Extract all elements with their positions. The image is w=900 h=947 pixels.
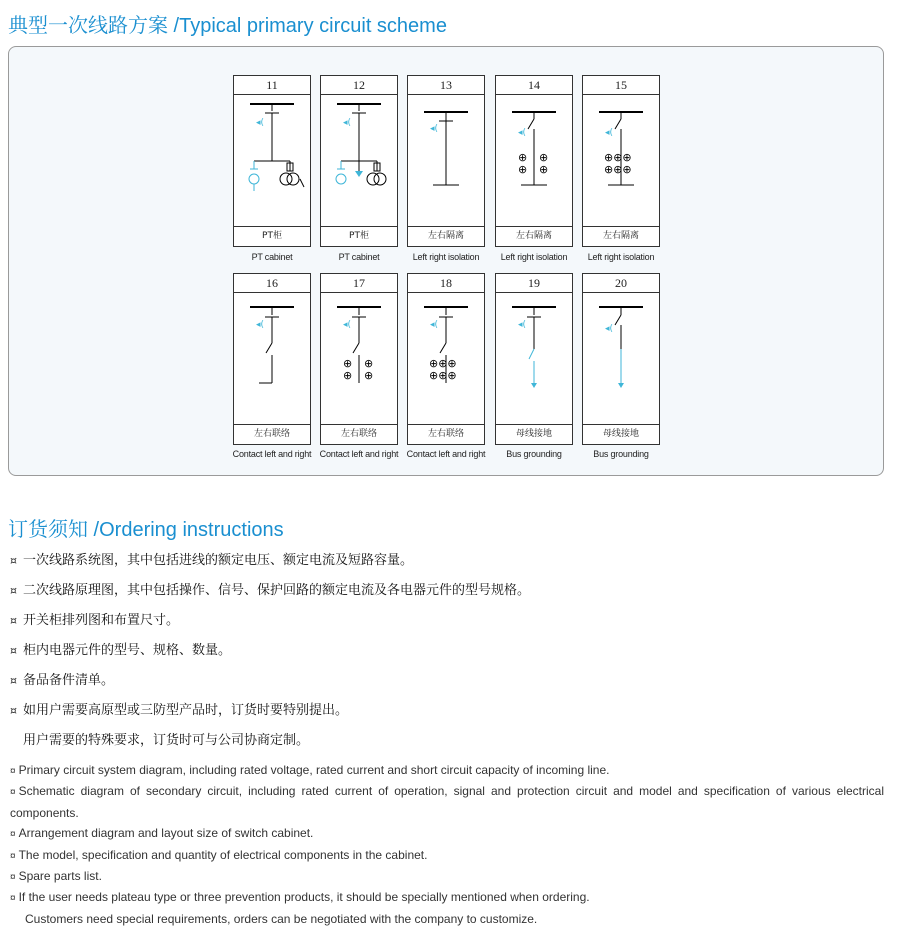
ordering-item-en: ¤ Schematic diagram of secondary circuit, including rated current of operation, signal and protection circuit and model and specification of various electrical components. bbox=[10, 784, 884, 820]
scheme-en-label: Bus grounding bbox=[593, 449, 649, 459]
scheme-cell-14 bbox=[495, 75, 573, 247]
scheme-cn-label: 左右隔离 bbox=[408, 226, 484, 246]
scheme-en-label: Contact left and right bbox=[319, 449, 399, 459]
title-cn: 典型一次线路方案 bbox=[8, 13, 168, 37]
scheme-cell-18 bbox=[407, 273, 485, 445]
svg-text:⊕: ⊕ bbox=[343, 369, 353, 382]
scheme-cell-19 bbox=[495, 273, 573, 445]
scheme-number: 14 bbox=[496, 76, 572, 95]
ordering-item-en: ¤ The model, specification and quantity of electrical components in the cabinet. bbox=[10, 848, 428, 862]
scheme-number: 20 bbox=[583, 274, 659, 293]
scheme-cell-20 bbox=[582, 273, 660, 445]
section-title-primary-circuit bbox=[8, 9, 447, 38]
bus-grounding-diagram bbox=[496, 293, 572, 425]
svg-text:◂(: ◂( bbox=[430, 320, 439, 330]
scheme-cn-label: 左右联络 bbox=[234, 424, 310, 444]
svg-text:⊕: ⊕ bbox=[364, 369, 374, 382]
ordering-item-cn: ¤ 柜内电器元件的型号、规格、数量。 bbox=[10, 643, 232, 658]
ordering-item-cn: ¤ 如用户需要高原型或三防型产品时，订货时要特别提出。 bbox=[10, 703, 349, 718]
svg-text:◂(: ◂( bbox=[256, 118, 265, 128]
scheme-cn-label: 母线接地 bbox=[583, 424, 659, 444]
svg-text:◂(: ◂( bbox=[605, 324, 614, 334]
contact-diagram bbox=[234, 293, 310, 425]
svg-text:⊕⊕⊕: ⊕⊕⊕ bbox=[604, 163, 632, 176]
scheme-cell-13 bbox=[407, 75, 485, 247]
scheme-en-label: Contact left and right bbox=[232, 449, 312, 459]
ordering-item-en-continuation: Customers need special requirements, orders can be negotiated with the company to customize. bbox=[25, 912, 538, 926]
pt-cabinet-diagram bbox=[321, 95, 397, 227]
title-en: /Ordering instructions bbox=[88, 519, 284, 541]
scheme-cn-label: PT柜 bbox=[321, 226, 397, 246]
scheme-en-label: Bus grounding bbox=[506, 449, 562, 459]
section-title-ordering bbox=[8, 513, 284, 542]
circuit-scheme-panel bbox=[8, 46, 884, 476]
svg-text:⊕: ⊕ bbox=[518, 151, 528, 164]
scheme-cn-label: PT柜 bbox=[234, 226, 310, 246]
svg-text:◂(: ◂( bbox=[430, 124, 439, 134]
title-en: /Typical primary circuit scheme bbox=[168, 15, 447, 37]
svg-text:◂(: ◂( bbox=[518, 320, 527, 330]
scheme-cn-label: 母线接地 bbox=[496, 424, 572, 444]
scheme-en-label: Left right isolation bbox=[587, 252, 655, 262]
title-cn: 订货须知 bbox=[8, 517, 88, 541]
ordering-item-en: ¤ Spare parts list. bbox=[10, 869, 102, 883]
svg-text:⊕⊕⊕: ⊕⊕⊕ bbox=[429, 357, 457, 370]
ordering-item-en: ¤ Arrangement diagram and layout size of switch cabinet. bbox=[10, 826, 314, 840]
bus-grounding-diagram bbox=[583, 293, 659, 425]
contact-ct-diagram bbox=[321, 293, 397, 425]
scheme-cn-label: 左右联络 bbox=[408, 424, 484, 444]
scheme-en-label: Contact left and right bbox=[406, 449, 486, 459]
scheme-number: 18 bbox=[408, 274, 484, 293]
isolation-ct-diagram bbox=[583, 95, 659, 227]
pt-cabinet-diagram bbox=[234, 95, 310, 227]
ordering-item-cn-continuation: 用户需要的特殊要求，订货时可与公司协商定制。 bbox=[23, 733, 310, 748]
ordering-item-cn: ¤ 备品备件清单。 bbox=[10, 673, 115, 688]
scheme-en-label: Left right isolation bbox=[500, 252, 568, 262]
scheme-number: 16 bbox=[234, 274, 310, 293]
svg-text:◂(: ◂( bbox=[343, 118, 352, 128]
svg-text:◂(: ◂( bbox=[343, 320, 352, 330]
ordering-item-cn: ¤ 一次线路系统图，其中包括进线的额定电压、额定电流及短路容量。 bbox=[10, 553, 414, 568]
contact-ct-diagram bbox=[408, 293, 484, 425]
ordering-item-en: ¤ Primary circuit system diagram, including rated voltage, rated current and short circuit capacity of incoming line. bbox=[10, 763, 610, 777]
scheme-cn-label: 左右联络 bbox=[321, 424, 397, 444]
scheme-cell-16 bbox=[233, 273, 311, 445]
scheme-cn-label: 左右隔离 bbox=[496, 226, 572, 246]
svg-text:⊕⊕⊕: ⊕⊕⊕ bbox=[429, 369, 457, 382]
scheme-cell-11 bbox=[233, 75, 311, 247]
scheme-number: 11 bbox=[234, 76, 310, 95]
svg-text:◂(: ◂( bbox=[256, 320, 265, 330]
svg-text:⊕: ⊕ bbox=[539, 163, 549, 176]
scheme-cn-label: 左右隔离 bbox=[583, 226, 659, 246]
scheme-en-label: PT cabinet bbox=[251, 252, 293, 262]
svg-text:⊕: ⊕ bbox=[539, 151, 549, 164]
svg-text:⊕: ⊕ bbox=[343, 357, 353, 370]
scheme-number: 15 bbox=[583, 76, 659, 95]
scheme-cell-15 bbox=[582, 75, 660, 247]
ordering-item-cn: ¤ 开关柜排列图和布置尺寸。 bbox=[10, 613, 180, 628]
isolation-ct-diagram bbox=[496, 95, 572, 227]
svg-text:◂(: ◂( bbox=[605, 128, 614, 138]
svg-text:⊕: ⊕ bbox=[364, 357, 374, 370]
scheme-en-label: PT cabinet bbox=[338, 252, 380, 262]
scheme-number: 13 bbox=[408, 76, 484, 95]
svg-text:⊕: ⊕ bbox=[518, 163, 528, 176]
svg-text:⊕⊕⊕: ⊕⊕⊕ bbox=[604, 151, 632, 164]
scheme-en-label: Left right isolation bbox=[412, 252, 480, 262]
ordering-item-cn: ¤ 二次线路原理图，其中包括操作、信号、保护回路的额定电流及各电器元件的型号规格。 bbox=[10, 583, 531, 598]
svg-text:◂(: ◂( bbox=[518, 128, 527, 138]
scheme-number: 12 bbox=[321, 76, 397, 95]
isolation-diagram bbox=[408, 95, 484, 227]
scheme-cell-17 bbox=[320, 273, 398, 445]
ordering-item-en: ¤ If the user needs plateau type or three prevention products, it should be specially mentioned when ordering. bbox=[10, 890, 590, 904]
scheme-number: 17 bbox=[321, 274, 397, 293]
scheme-number: 19 bbox=[496, 274, 572, 293]
scheme-cell-12 bbox=[320, 75, 398, 247]
